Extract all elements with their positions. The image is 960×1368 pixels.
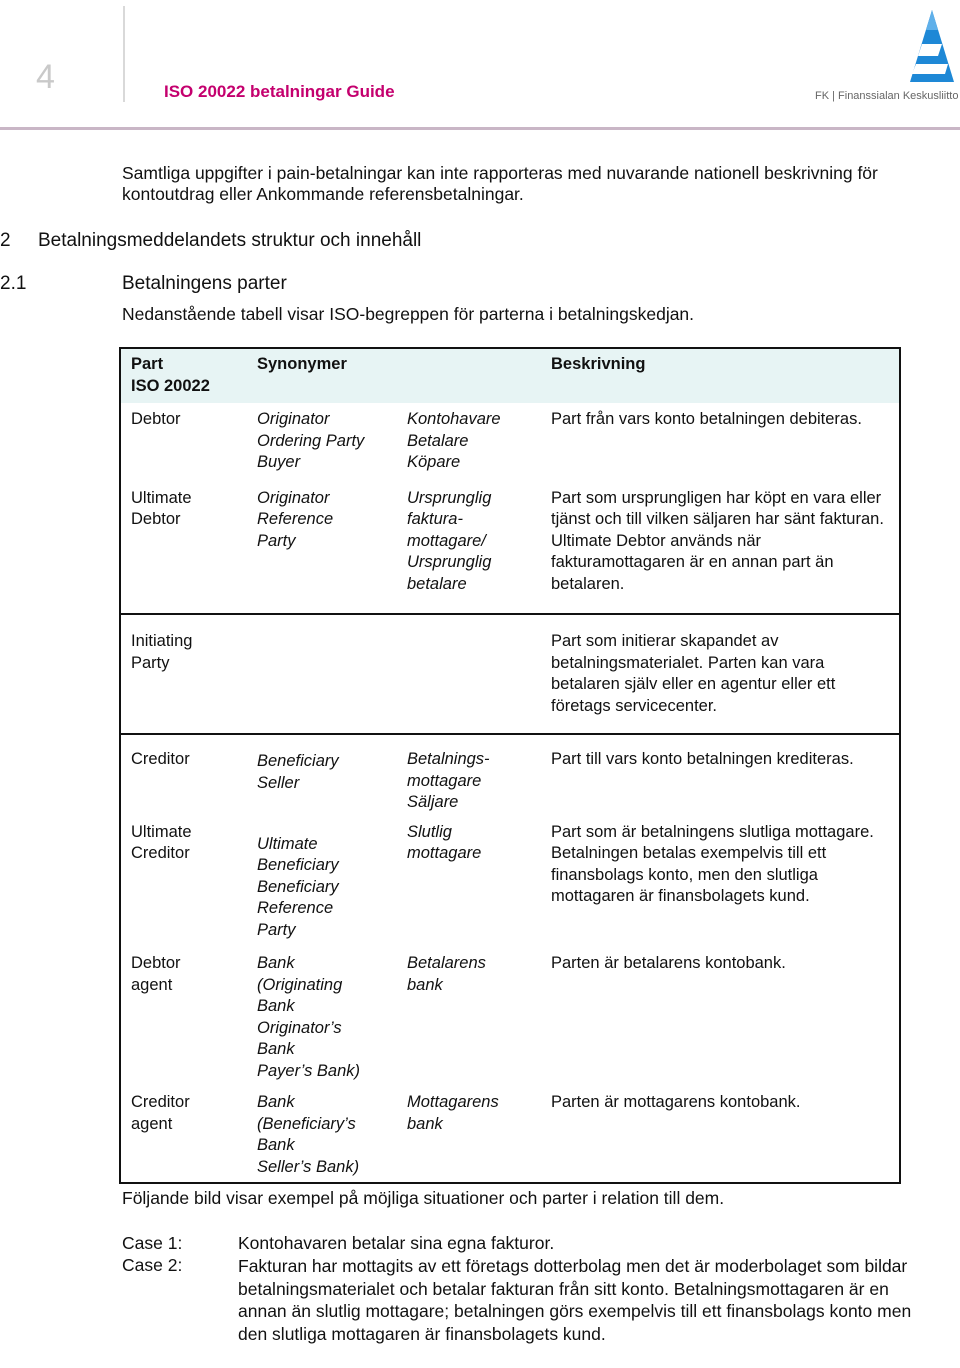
cell-synonym-en-line: Reference xyxy=(257,510,334,528)
cell-synonym-en-line: Bank xyxy=(257,1093,295,1111)
case-2-text: Fakturan har mottagits av ett företags dotterbolag men det är moderbolaget som bildar betalningsmaterialet och betalar fakturan från sitt konto. Betalningsmottagaren är en annan än slutlig mottagare; betalningen görs exempelvis till ett finansbolags konto men den slutliga mottagaren är finansbolagets kund. xyxy=(238,1256,912,1344)
cell-synonym-sv-line: Mottagarens xyxy=(407,1093,499,1111)
cell-synonym-sv xyxy=(397,1088,541,1183)
section-2-1-number: 2.1 xyxy=(0,273,27,294)
cell-part-line: Party xyxy=(131,653,170,672)
cell-part-line: agent xyxy=(131,1114,173,1133)
section-2-1-lead: Nedanstående tabell visar ISO-begreppen för parterna i betalningskedjan. xyxy=(122,304,695,324)
cell-synonym-en xyxy=(247,949,397,1088)
cell-description: Parten är mottagarens kontobank. xyxy=(551,1093,801,1111)
cell-description: Part som initierar skapandet av betalningsmaterialet. Parten kan vara betalaren själv eller en agentur eller ett företags servicecenter. xyxy=(541,614,900,734)
cell-synonym-en-line: (Beneficiary’s xyxy=(257,1114,356,1133)
cell-part-line: Creditor xyxy=(131,844,190,862)
cell-synonym-sv-line: Betalarens xyxy=(407,954,486,972)
cell-description: Part som är betalningens slutliga mottagare. Betalningen betalas exempelvis till ett finansbolags konto, men den slutliga mottagaren är finansbolagets kund. xyxy=(551,822,874,905)
cell-synonym-en xyxy=(247,818,397,950)
table-row xyxy=(120,818,900,950)
cell-synonym-sv-line: faktura- xyxy=(407,510,463,528)
table-row xyxy=(120,734,900,818)
parties-table xyxy=(119,347,901,1184)
cell-synonym-en-line: Reference xyxy=(257,899,334,917)
cell-synonym-sv xyxy=(397,734,541,818)
cell-synonym-sv-line: bank xyxy=(407,975,443,994)
cell-part xyxy=(120,1088,247,1183)
cell-synonym-en-line: Beneficiary xyxy=(257,752,339,770)
cell-part-line: Debtor xyxy=(131,954,181,972)
cell-synonym-sv xyxy=(397,614,541,734)
cell-synonym-en-line: Ordering Party xyxy=(257,431,365,450)
cell-synonym-sv-line: bank xyxy=(407,1114,443,1133)
cell-description: Part som ursprungligen har köpt en vara eller tjänst och till vilken säljaren har sänt fakturan. Ultimate Debtor används när fakturamottagaren är en annan part än betalaren. xyxy=(551,488,884,593)
cell-part xyxy=(120,482,247,615)
cell-synonym-en-line: Party xyxy=(257,531,296,550)
intro-paragraph: Samtliga uppgifter i pain-betalningar kan inte rapporteras med nuvarande nationell beskrivning för kontoutdrag eller Ankommande referensbetalningar. xyxy=(122,163,878,204)
section-2-number: 2 xyxy=(0,230,11,251)
table-row xyxy=(120,482,900,615)
document-title: ISO 20022 betalningar Guide xyxy=(164,82,395,101)
cell-synonym-en-line: Bank xyxy=(257,1040,295,1058)
cell-part-line: Initiating xyxy=(131,632,193,650)
header-part xyxy=(120,348,247,403)
cell-synonym-en-line: Originator xyxy=(257,410,330,428)
header-part-line: ISO 20022 xyxy=(131,376,210,395)
cell-synonym-en-line: Beneficiary xyxy=(257,856,339,874)
following-paragraph: Följande bild visar exempel på möjliga situationer och parter i relation till dem. xyxy=(122,1188,725,1208)
cell-part-line: Debtor xyxy=(131,410,181,428)
table-row xyxy=(120,403,900,482)
cell-description: Parten är betalarens kontobank. xyxy=(551,954,786,972)
cell-synonym-en-line: Originator’s xyxy=(257,1018,342,1037)
cell-synonym-sv-line: mottagare xyxy=(407,771,482,790)
cell-part-line: Creditor xyxy=(131,750,190,768)
cell-synonym-sv-line: mottagare xyxy=(407,844,482,862)
case-1-text: Kontohavaren betalar sina egna fakturor. xyxy=(238,1233,555,1253)
cell-synonym-sv-line: Slutlig xyxy=(407,822,452,841)
cell-synonym-en-line: Party xyxy=(257,920,296,939)
cell-part-line: Ultimate xyxy=(131,822,192,841)
cell-part-line: Ultimate xyxy=(131,488,192,507)
table-row xyxy=(120,1088,900,1183)
cell-synonym-sv-line: Kontohavare xyxy=(407,410,501,428)
table-row xyxy=(120,949,900,1088)
cell-synonym-sv xyxy=(397,818,541,950)
section-2-1-heading: Betalningens parter xyxy=(122,273,287,294)
cell-synonym-sv-line: betalare xyxy=(407,574,467,593)
cell-part-line: Creditor xyxy=(131,1093,190,1111)
cell-synonym-sv-line: mottagare/ xyxy=(407,531,486,550)
cell-synonym-en-line: Ultimate xyxy=(257,834,318,853)
header-synonyms: Synonymer xyxy=(247,348,541,403)
cell-synonym-sv-line: Ursprunglig xyxy=(407,553,492,571)
case-2-label: Case 2: xyxy=(122,1255,183,1275)
cell-synonym-en xyxy=(247,734,397,818)
cell-synonym-en-line: Bank xyxy=(257,1136,295,1154)
cell-synonym-en-line: Beneficiary xyxy=(257,877,339,896)
cell-synonym-sv-line: Ursprunglig xyxy=(407,488,492,507)
cell-synonym-en-line: Payer’s Bank) xyxy=(257,1061,361,1080)
table-header-row xyxy=(120,348,900,403)
cell-synonym-en xyxy=(247,403,397,482)
cell-synonym-en-line: Originator xyxy=(257,488,330,507)
cell-synonym-sv-line: Säljare xyxy=(407,793,459,811)
logo-text: FK | Finanssialan Keskusliitto xyxy=(815,90,959,102)
cell-synonym-en-line: Buyer xyxy=(257,453,301,471)
cell-synonym-en-line: Bank xyxy=(257,997,295,1015)
cell-part-line: Debtor xyxy=(131,510,181,528)
header-description: Beskrivning xyxy=(541,348,900,403)
header-part-line: Part xyxy=(131,355,164,373)
cell-synonym-sv-line: Betalare xyxy=(407,431,469,450)
cell-synonym-sv-line: Köpare xyxy=(407,453,461,471)
cell-synonym-sv xyxy=(397,949,541,1088)
cell-part xyxy=(120,949,247,1088)
cell-description: Part från vars konto betalningen debiteras. xyxy=(551,410,862,428)
cell-synonym-en xyxy=(247,482,397,615)
cell-part xyxy=(120,403,247,482)
cell-part-line: agent xyxy=(131,975,173,994)
page-number: 4 xyxy=(36,58,55,96)
table-row xyxy=(120,614,900,734)
cell-synonym-sv xyxy=(397,403,541,482)
header-divider xyxy=(123,6,125,102)
cell-synonym-en-line: Bank xyxy=(257,954,295,972)
cell-synonym-en xyxy=(247,1088,397,1183)
section-2-heading: Betalningsmeddelandets struktur och innehåll xyxy=(38,230,422,251)
cell-synonym-en-line: Seller’s Bank) xyxy=(257,1157,360,1176)
cell-synonym-en-line: (Originating xyxy=(257,975,343,994)
cell-synonym-sv xyxy=(397,482,541,615)
header-rule xyxy=(0,127,960,130)
cell-synonym-en-line: Seller xyxy=(257,773,300,792)
case-1-label: Case 1: xyxy=(122,1233,183,1253)
cell-part xyxy=(120,734,247,818)
cell-description: Part till vars konto betalningen krediteras. xyxy=(541,734,900,818)
cell-part xyxy=(120,818,247,950)
cell-synonym-sv-line: Betalnings- xyxy=(407,750,490,768)
cell-synonym-en xyxy=(247,614,397,734)
cell-part xyxy=(120,614,247,734)
